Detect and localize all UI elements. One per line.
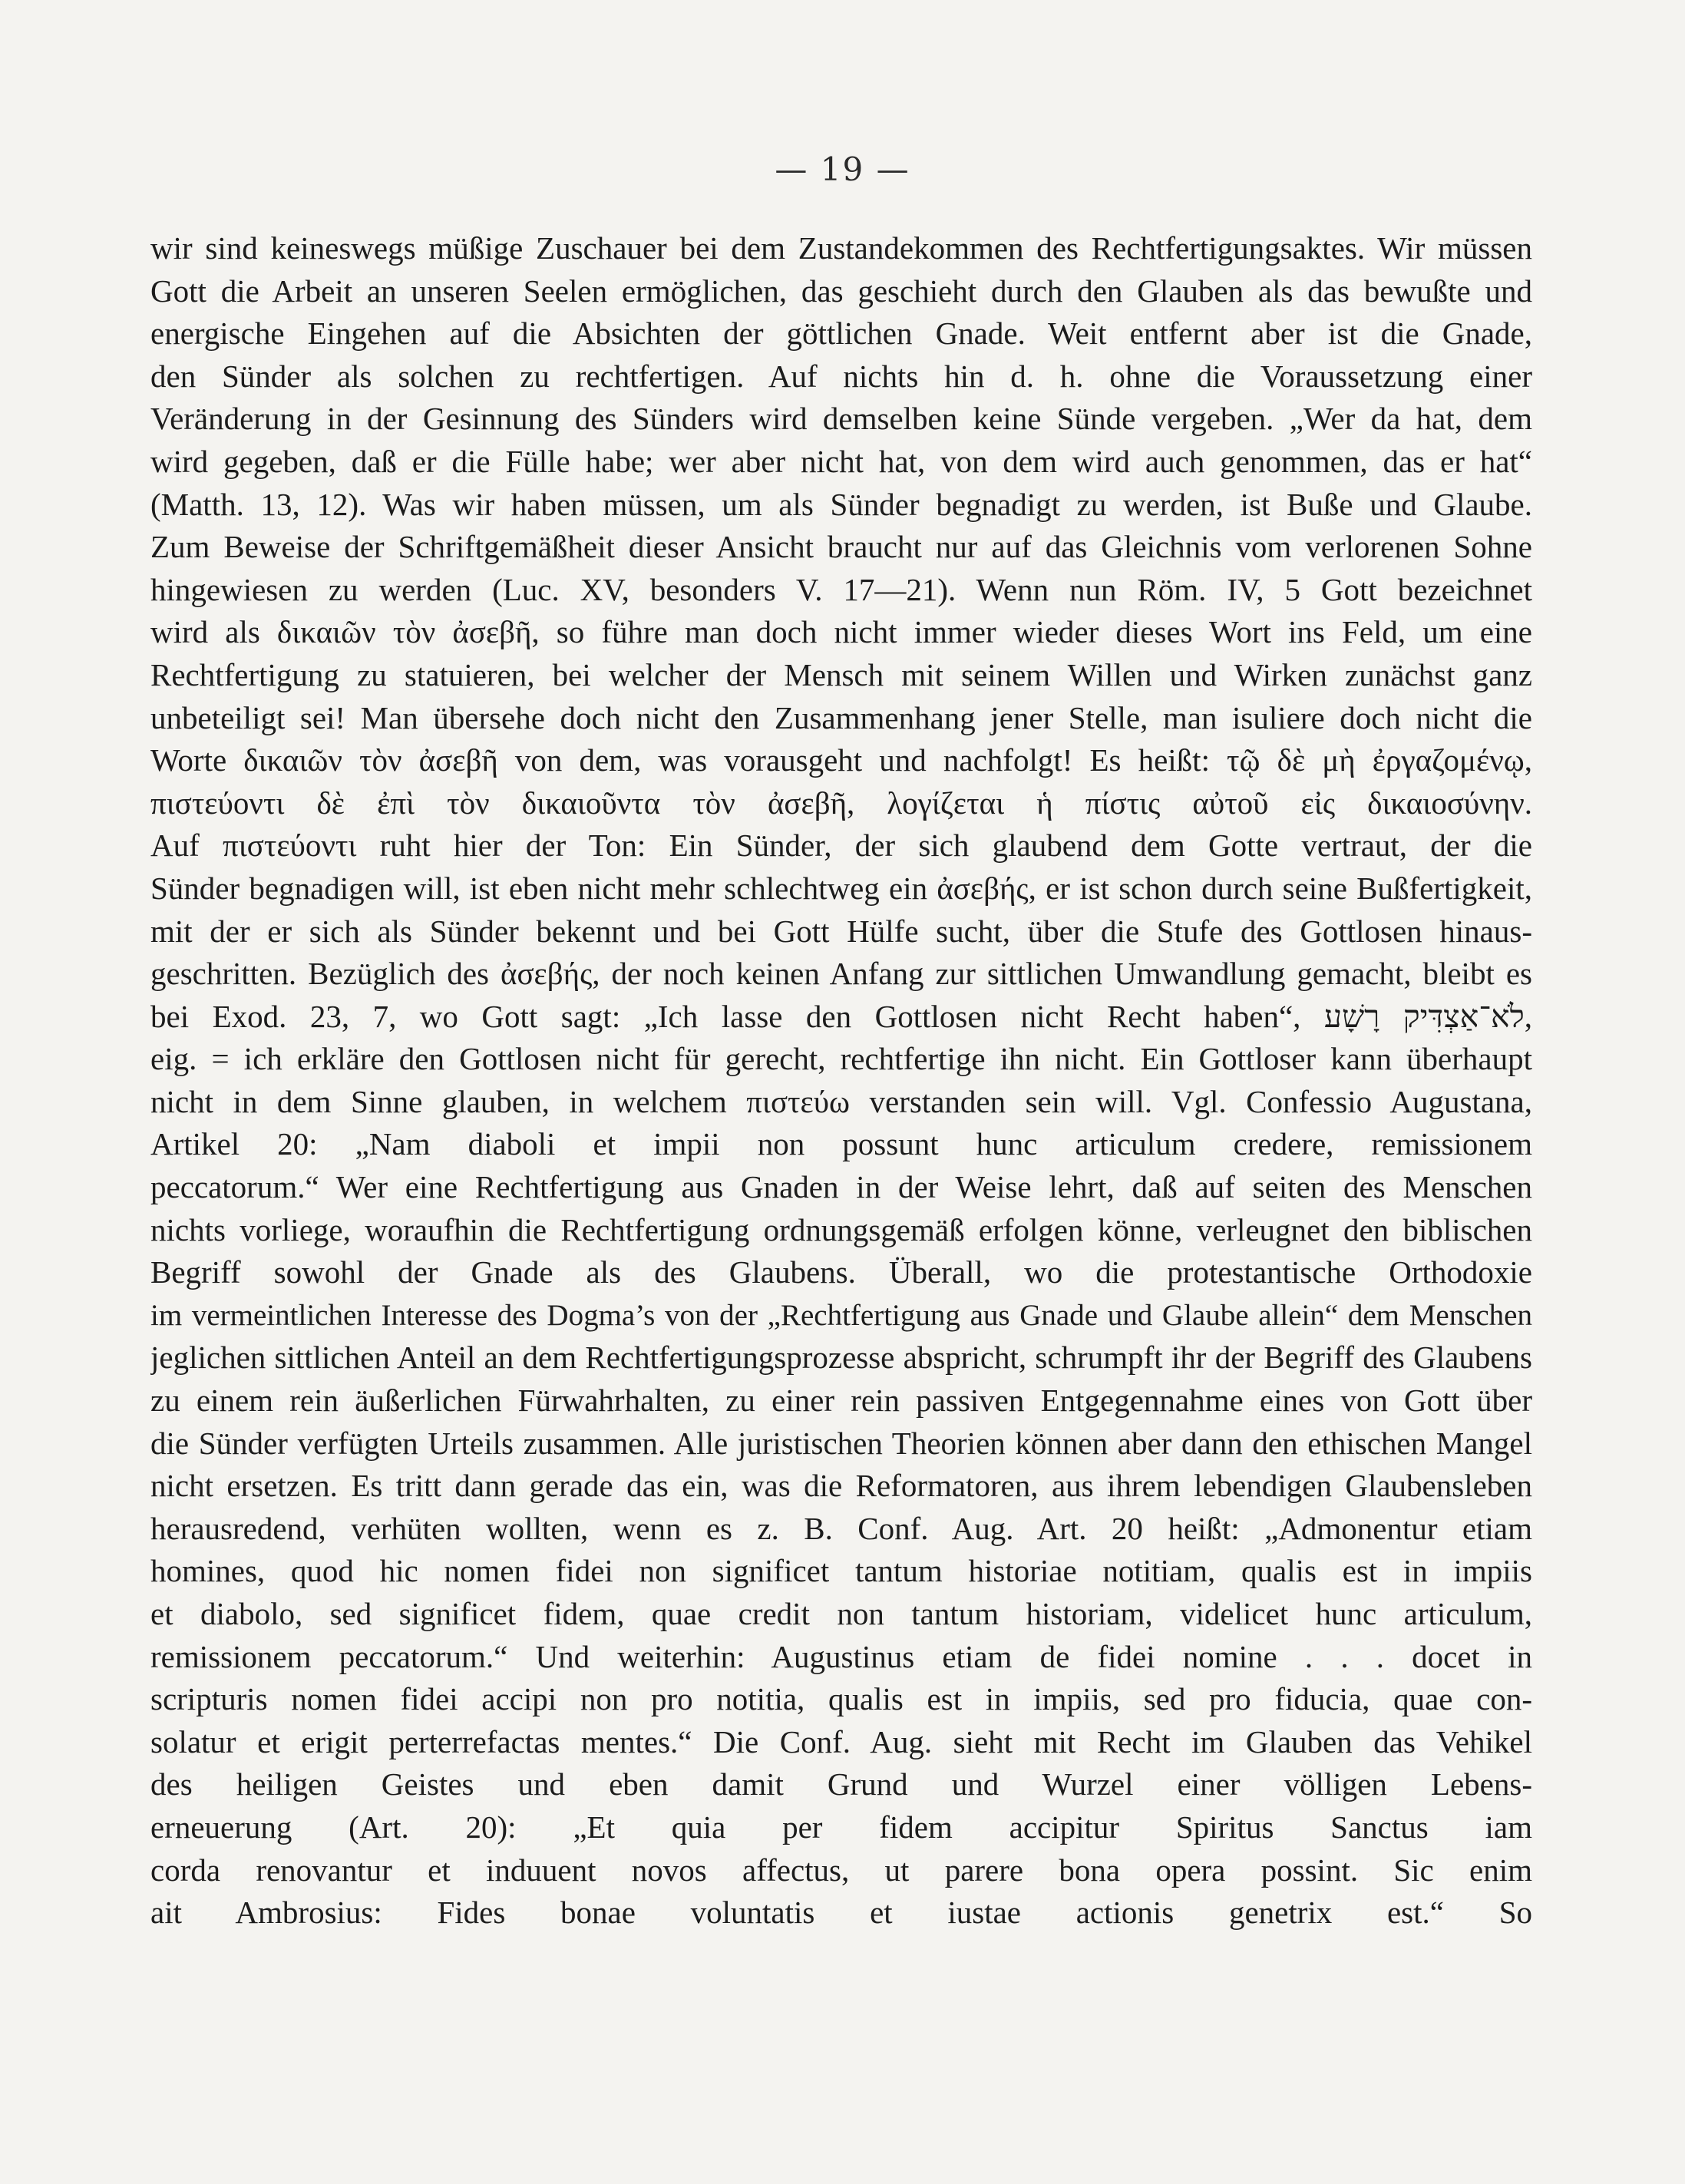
text-line: bei Exod. 23, 7, wo Gott sagt: „Ich lasse den Gottlosen nicht Recht haben“, לֹא־אַצְדִּיק רָשָׁע, <box>150 998 1532 1034</box>
text-line: hingewiesen zu werden (Luc. XV, besonders V. 17—21). Wenn nun Röm. IV, 5 Gott bezeichnet <box>150 571 1532 607</box>
text-line: Rechtfertigung zu statuieren, bei welcher der Mensch mit seinem Willen und Wirken zunächst ganz <box>150 656 1532 692</box>
text-line: des heiligen Geistes und eben damit Grund und Wurzel einer völligen Lebens- <box>150 1766 1532 1802</box>
text-line: zu einem rein äußerlichen Fürwahrhalten, zu einer rein passiven Entgegennahme eines von Gott über <box>150 1383 1532 1419</box>
text-line: Veränderung in der Gesinnung des Sünders wird demselben keine Sünde vergeben. „Wer da hat, dem <box>150 401 1532 437</box>
text-line: Artikel 20: „Nam diaboli et impii non possunt hunc articulum credere, remissionem <box>150 1126 1532 1162</box>
text-line: Sünder begnadigen will, ist eben nicht mehr schlechtweg ein ἀσεβής, er ist schon durch seine Bußfertigkeit, <box>150 870 1532 906</box>
text-line: unbeteiligt sei! Man übersehe doch nicht den Zusammenhang jener Stelle, man isuliere doch nicht die <box>150 699 1532 735</box>
text-line: et diabolo, sed significet fidem, quae credit non tantum historiam, videlicet hunc articulum, <box>150 1596 1532 1631</box>
text-line: erneuerung (Art. 20): „Et quia per fidem accipitur Spiritus Sanctus iam <box>150 1809 1532 1845</box>
text-line: scripturis nomen fidei accipi non pro notitia, qualis est in impiis, sed pro fiducia, quae con- <box>150 1681 1532 1717</box>
page-number: — 19 — <box>775 150 910 188</box>
text-line: den Sünder als solchen zu rechtfertigen. Auf nichts hin d. h. ohne die Voraussetzung einer <box>150 358 1532 394</box>
text-line: nicht in dem Sinne glauben, in welchem πιστεύω verstanden sein will. Vgl. Confessio Augustana, <box>150 1083 1532 1119</box>
text-line: solatur et erigit perterrefactas mentes.“ Die Conf. Aug. sieht mit Recht im Glauben das Vehikel <box>150 1723 1532 1759</box>
text-line: Begriff sowohl der Gnade als des Glaubens. Überall, wo die protestantische Orthodoxie <box>150 1254 1532 1290</box>
text-line: homines, quod hic nomen fidei non significet tantum historiae notitiam, qualis est in impiis <box>150 1553 1532 1589</box>
text-line: jeglichen sittlichen Anteil an dem Rechtfertigungsprozesse abspricht, schrumpft ihr der Begriff des Glaubens <box>150 1340 1532 1376</box>
text-line: geschritten. Bezüglich des ἀσεβής, der noch keinen Anfang zur sittlichen Umwandlung gemacht, bleibt es <box>150 956 1532 992</box>
text-line: (Matth. 13, 12). Was wir haben müssen, um als Sünder begnadigt zu werden, ist Buße und Glaube. <box>150 486 1532 522</box>
text-line: energische Eingehen auf die Absichten der göttlichen Gnade. Weit entfernt aber ist die Gnade, <box>150 316 1532 352</box>
text-line: corda renovantur et induuent novos affectus, ut parere bona opera possint. Sic enim <box>150 1852 1532 1888</box>
text-line: peccatorum.“ Wer eine Rechtfertigung aus Gnaden in der Weise lehrt, daß auf seiten des Menschen <box>150 1169 1532 1205</box>
text-line: Zum Beweise der Schriftgemäßheit dieser Ansicht braucht nur auf das Gleichnis vom verlorenen Sohne <box>150 529 1532 565</box>
text-line: die Sünder verfügten Urteils zusammen. Alle juristischen Theorien können aber dann den ethischen Mangel <box>150 1425 1532 1461</box>
text-line: mit der er sich als Sünder bekennt und bei Gott Hülfe sucht, über die Stufe des Gottlosen hinaus- <box>150 913 1532 949</box>
text-line: remissionem peccatorum.“ Und weiterhin: Augustinus etiam de fidei nomine . . . docet in <box>150 1638 1532 1674</box>
text-line: Gott die Arbeit an unseren Seelen ermöglichen, das geschieht durch den Glauben als das bewußte und <box>150 273 1532 309</box>
text-line: nichts vorliege, woraufhin die Rechtfertigung ordnungsgemäß erfolgen könne, verleugnet den biblischen <box>150 1211 1532 1247</box>
text-line: eig. = ich erkläre den Gottlosen nicht für gerecht, rechtfertige ihn nicht. Ein Gottloser kann überhaupt <box>150 1041 1532 1077</box>
text-line: wird als δικαιῶν τὸν ἀσεβῆ, so führe man doch nicht immer wieder dieses Wort ins Feld, um eine <box>150 614 1532 650</box>
text-line: Auf πιστεύοντι ruht hier der Ton: Ein Sünder, der sich glaubend dem Gotte vertraut, der die <box>150 828 1532 864</box>
body-text <box>150 227 1532 1935</box>
text-line: ait Ambrosius: Fides bonae voluntatis et iustae actionis genetrix est.“ So <box>150 1895 1532 1931</box>
text-line: wird gegeben, daß er die Fülle habe; wer aber nicht hat, von dem wird auch genommen, das er hat“ <box>150 443 1532 479</box>
text-line: nicht ersetzen. Es tritt dann gerade das ein, was die Reformatoren, aus ihrem lebendigen Glaubensleben <box>150 1468 1532 1504</box>
text-line: im vermeintlichen Interesse des Dogma’s von der „Rechtfertigung aus Gnade und Glaube allein“ dem Menschen <box>150 1298 1532 1332</box>
text-line: herausredend, verhüten wollten, wenn es z. B. Conf. Aug. Art. 20 heißt: „Admonentur etiam <box>150 1510 1532 1546</box>
text-line: πιστεύοντι δὲ ἐπὶ τὸν δικαιοῦντα τὸν ἀσεβῆ, λογίζεται ἡ πίστις αὐτοῦ εἰς δικαιοσύνην. <box>150 785 1532 821</box>
text-line: wir sind keineswegs müßige Zuschauer bei dem Zustandekommen des Rechtfertigungsaktes. Wir müssen <box>150 230 1532 266</box>
text-line: Worte δικαιῶν τὸν ἀσεβῆ von dem, was vorausgeht und nachfolgt! Es heißt: τῷ δὲ μὴ ἐργαζομένῳ, <box>150 742 1532 778</box>
